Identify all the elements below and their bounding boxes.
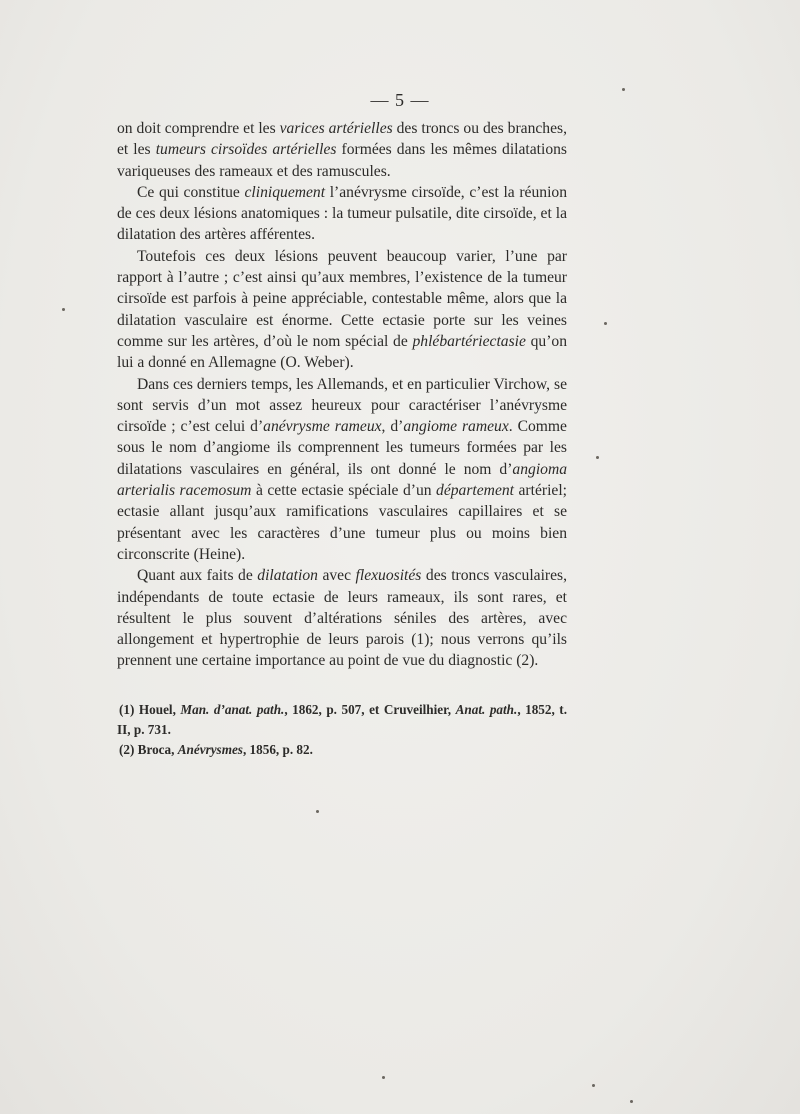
scan-speck: [316, 810, 319, 813]
footnote: [117, 740, 567, 760]
text-run: Dans ces derniers temps, les Allemands, et en particulier Virchow, se sont servis d’un mot assez heureux pour caractériser l’anévrysme cirsoïde ; c’est celui d’: [117, 375, 567, 436]
text-run: à cette ectasie spéciale d’un: [251, 482, 437, 500]
scan-speck: [630, 1100, 633, 1103]
page-number: — 5 —: [370, 90, 430, 110]
text-run: Quant aux faits de: [137, 567, 258, 585]
text-run: . Comme sous le nom d’angiome ils comprennent les tumeurs formées par les dilatations vasculaires en général, ils ont donné le nom d’: [117, 418, 567, 478]
footnotes: [117, 700, 567, 760]
footnote: [117, 700, 567, 740]
italic-text: phlébartériectasie: [412, 332, 526, 350]
text-run: des troncs vasculaires, indépendants de toute ectasie de leurs rameaux, ils sont rares, et résultent le plus souvent d’altérations séniles des artères, avec allongement et hypertrophie de leurs parois (1); nous verrons qu’ils prennent une certaine importance au point de vue du diagnostic (2).: [117, 567, 568, 670]
italic-text: département: [436, 482, 514, 500]
text-run: formées dans les mêmes dilatations variqueuses des rameaux et des ramuscules.: [117, 141, 567, 180]
italic-text: angioma arterialis racemosum: [117, 460, 567, 500]
italic-text: anévrysme rameux: [263, 418, 382, 436]
italic-text: Man. d’anat. path.: [180, 702, 285, 717]
scan-speck: [382, 1076, 385, 1079]
italic-text: cliniquement: [244, 183, 326, 201]
scan-speck: [592, 1084, 595, 1087]
text-run: , 1862, p. 507, et Cruveilhier,: [284, 702, 456, 717]
italic-text: angiome rameux: [403, 418, 509, 436]
paragraph: [117, 246, 567, 374]
italic-text: tumeurs cirsoïdes artérielles: [155, 141, 337, 159]
paragraph: [117, 565, 567, 671]
text-run: qu’on lui a donné en Allemagne (O. Weber).: [117, 332, 568, 372]
text-run: , 1852, t. II, p. 731.: [117, 702, 567, 737]
italic-text: varices artérielles: [279, 120, 393, 137]
paragraph: [117, 118, 567, 182]
text-run: avec: [317, 567, 356, 585]
italic-text: dilatation: [257, 567, 318, 585]
italic-text: Anat. path.: [455, 702, 518, 717]
text-run: , 1856, p. 82.: [242, 742, 313, 757]
italic-text: Anévrysmes: [177, 742, 243, 757]
paragraph: [117, 182, 567, 246]
text-run: artériel; ectasie allant jusqu’aux ramifications vasculaires capillaires et se présentant avec les caractères d’une tumeur plus ou moins bien circonscrite (Heine).: [117, 482, 567, 563]
text-run: des troncs ou des branches, et les: [117, 120, 567, 159]
text-run: , d’: [381, 418, 404, 436]
scan-speck: [62, 308, 65, 311]
text-run: (2) Broca,: [119, 742, 178, 757]
text-run: l’anévrysme cirsoïde, c’est la réunion de ces deux lésions anatomiques : la tumeur pulsatile, dite cirsoïde, et la dilatation des artères afférentes.: [117, 183, 567, 244]
scan-speck: [596, 456, 599, 459]
scan-speck: [622, 88, 625, 91]
italic-text: flexuosités: [355, 567, 422, 585]
body-text: [117, 118, 567, 672]
scan-speck: [604, 322, 607, 325]
text-run: Ce qui constitue: [137, 183, 245, 201]
text-run: Toutefois ces deux lésions peuvent beaucoup varier, l’une par rapport à l’autre ; c’est ainsi qu’aux membres, l’existence de la tumeur cirsoïde est parfois à peine appréciable, contestable même, alors que la dilatation vasculaire est énorme. Cette ectasie porte sur les veines comme sur les artères, d’où le nom spécial de: [117, 247, 567, 350]
paragraph: [117, 374, 567, 566]
text-run: on doit comprendre et les: [117, 120, 280, 137]
text-run: (1) Houel,: [119, 702, 181, 717]
